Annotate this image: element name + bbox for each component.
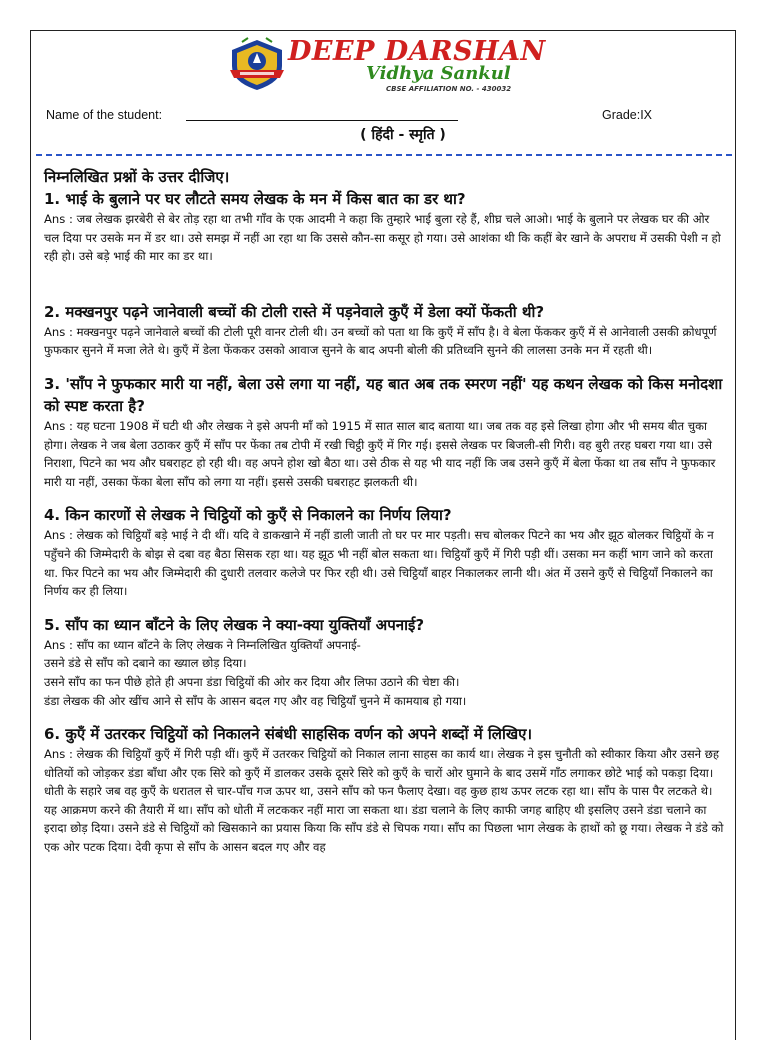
question-block-3 [44,373,728,491]
answer-text: Ans : जब लेखक झरबेरी से बेर तोड़ रहा था तभी गाँव के एक आदमी ने कहा कि तुम्हारे भाई बुला रहे हैं, शीघ्र चले आओ। भाई के बुलाने पर लेखक घर की ओर चल दिया पर उसके मन में डर था। उसे समझ में नहीं आ रहा था कि उससे कौन-सा कसूर हो गया। उसे आशंका थी कि कहीं बेर खाने के अपराध में उसकी पेशी न हो रही हो। उसे बड़े भाई की मार का डर था। [44,212,721,264]
question-text: 3. 'साँप ने फुफकार मारी या नहीं, बेला उसे लगा या नहीं, यह बात अब तक स्मरण नहीं' यह कथन लेखक को किस मनोदशा को स्पष्ट करता है? [44,374,723,415]
question-text: 4. किन कारणों से लेखक ने चिट्ठियों को कुएँ से निकालने का निर्णय लिया? [44,506,452,525]
answer-line: उसने साँप का फन पीछे होते ही अपना डंडा चिट्ठियों की ओर कर दिया और लिफा उठाने की चेष्टा की। [44,674,460,689]
brand-title: DEEP DARSHAN [288,36,546,67]
subject-title: ( हिंदी - स्मृति ) [360,127,446,143]
question-block-6 [44,723,728,857]
question-text: 1. भाई के बुलाने पर घर लौटते समय लेखक के मन में किस बात का डर था? [44,190,466,208]
question-text: 2. मक्खनपुर पढ़ने जानेवाली बच्चों की टोली रास्ते में पड़नेवाले कुएँ में डेला क्यों फेंकती थी? [44,302,545,321]
grade-label: Grade:IX [602,108,653,122]
school-header [228,36,546,96]
instructions: निम्नलिखित प्रश्नों के उत्तर दीजिए। [44,168,230,186]
dashed-divider [36,154,732,156]
brand-subtitle: Vidhya Sankul [366,63,511,84]
question-text: 5. साँप का ध्यान बाँटने के लिए लेखक ने क्या-क्या युक्तियाँ अपनाई? [44,615,425,634]
question-block-4 [44,504,728,600]
answer-text: Ans : लेखक को चिट्ठियाँ बड़े भाई ने दी थीं। यदि वे डाकखाने में नहीं डाली जाती तो घर पर मार पड़ती। सच बोलकर पिटने का भय और झूठ बोलकर चिट्ठियों के न पहुँचने की जिम्मेदारी के बोझ से दबा वह बैठा सिसक रहा था। यह झूठ भी नहीं बोल सकता था। चिट्ठियाँ कुएँ में गिरी पड़ी थीं। उसका मन कहीं भाग जाने को करता था. फिर पिटने का भय और जिम्मेदारी की दुधारी तलवार कलेजे पर फिर रही थी। उसे चिट्ठियाँ बाहर निकालकर लानी थी। अंत में उसने कुएँ से चिट्ठियाँ निकालने का निर्णय कर ही लिया। [44,528,714,599]
answer-line: डंडा लेखक की ओर खींच आने से साँप के आसन बदल गए और वह चिट्ठियाँ चुनने में कामयाब हो गया। [44,693,467,708]
answer-text: Ans : लेखक की चिट्ठियाँ कुएँ में गिरी पड़ी थीं। कुएँ में उतरकर चिट्ठियों को निकाल लाना साहस का कार्य था। लेखक ने इस चुनौती को स्वीकार किया और उसने छह धोतियों को जोड़कर डंडा बाँधा और एक सिरे को कुएँ में डालकर उसके दूसरे सिरे को कुएँ के चारों ओर घुमाने के बाद उसमें गाँठ लगाकर छोटे भाई को पकड़ा दिया। धोती के सहारे जब वह कुएँ के धरातल से चार-पाँच गज ऊपर था, उसने साँप को फन फैलाए देखा। वह कुछ हाथ ऊपर लटक रहा था। साँप के पास पैर लटकते थे। यह आक्रमण करने की तैयारी में था। साँप को धोती में लटककर नहीं मारा जा सकता था। डंडा चलाने के लिए काफी जगह बाहिए थी इसलिए उसने डंडा चलाने का इरादा छोड़ दिया। उसने डंडे से चिट्ठियों को खिसकाने का प्रयास किया कि साँप डंडे से चिपक गया। साँप का पिछला भाग लेखक के हाथों को छू गया। लेखक ने डंडे को एक ओर पटक दिया। देवी कृपा से साँप के आसन बदल गए और वह [44,747,724,855]
student-info-row [46,108,736,126]
question-block-5 [44,614,728,710]
answer-text: Ans : यह घटना 1908 में घटी थी और लेखक ने इसे अपनी माँ को 1915 में सात साल बाद बताया था। जब तक वह इसे लिखा होगा और भी समय बीत चुका होगा। लेखक ने जब बेला उठाकर कुएँ में साँप पर फेंका तब टोपी में रखी चिट्ठी कुएँ में गिर गई। इससे लेखक पर बिजली-सी गिरी। वह बुरी तरह घबरा गया था। उसे निराशा, पिटने का भय और घबराहट हो रही थी। वह अपने होश खो बैठा था। उसे ठीक से यह भी याद नहीं कि जब उसने कुएँ में बेला फेंका था तब साँप ने फुफकार मारी या नहीं, उसका फेंका बेला साँप को लगा या नहीं। इससे उसकी घबराहट झलकती थी। [44,418,716,489]
student-name-blank [186,120,458,121]
answer-line: Ans : साँप का ध्यान बाँटने के लिए लेखक ने निम्नलिखित युक्तियाँ अपनाई- [44,637,361,652]
school-logo-icon [228,36,286,92]
answer-text: Ans : मक्खनपुर पढ़ने जानेवाले बच्चों की टोली पूरी वानर टोली थी। उन बच्चों को पता था कि कुएँ में साँप है। वे बेला फेंककर कुएँ में से आनेवाली उसकी क्रोधपूर्ण फुफकार सुनने में मजा लेते थे। कुएँ में डेला फेंककर उसको आवाज सुनने के बाद अपनी बोली की प्रतिध्वनि सुनने की लालसा उनके मन में रहती थी। [44,324,717,358]
question-block-2 [44,301,728,360]
question-block-1 [44,188,728,266]
student-name-label: Name of the student: [46,108,163,122]
question-text: 6. कुएँ में उतरकर चिट्ठियों को निकालने संबंधी साहसिक वर्णन को अपने शब्दों में लिखिए। [44,725,533,744]
brand-affiliation: CBSE AFFILIATION NO. - 430032 [386,85,512,93]
answer-line: उसने डंडे से साँप को दबाने का ख्याल छोड़ दिया। [44,656,247,671]
worksheet-content [44,166,728,857]
